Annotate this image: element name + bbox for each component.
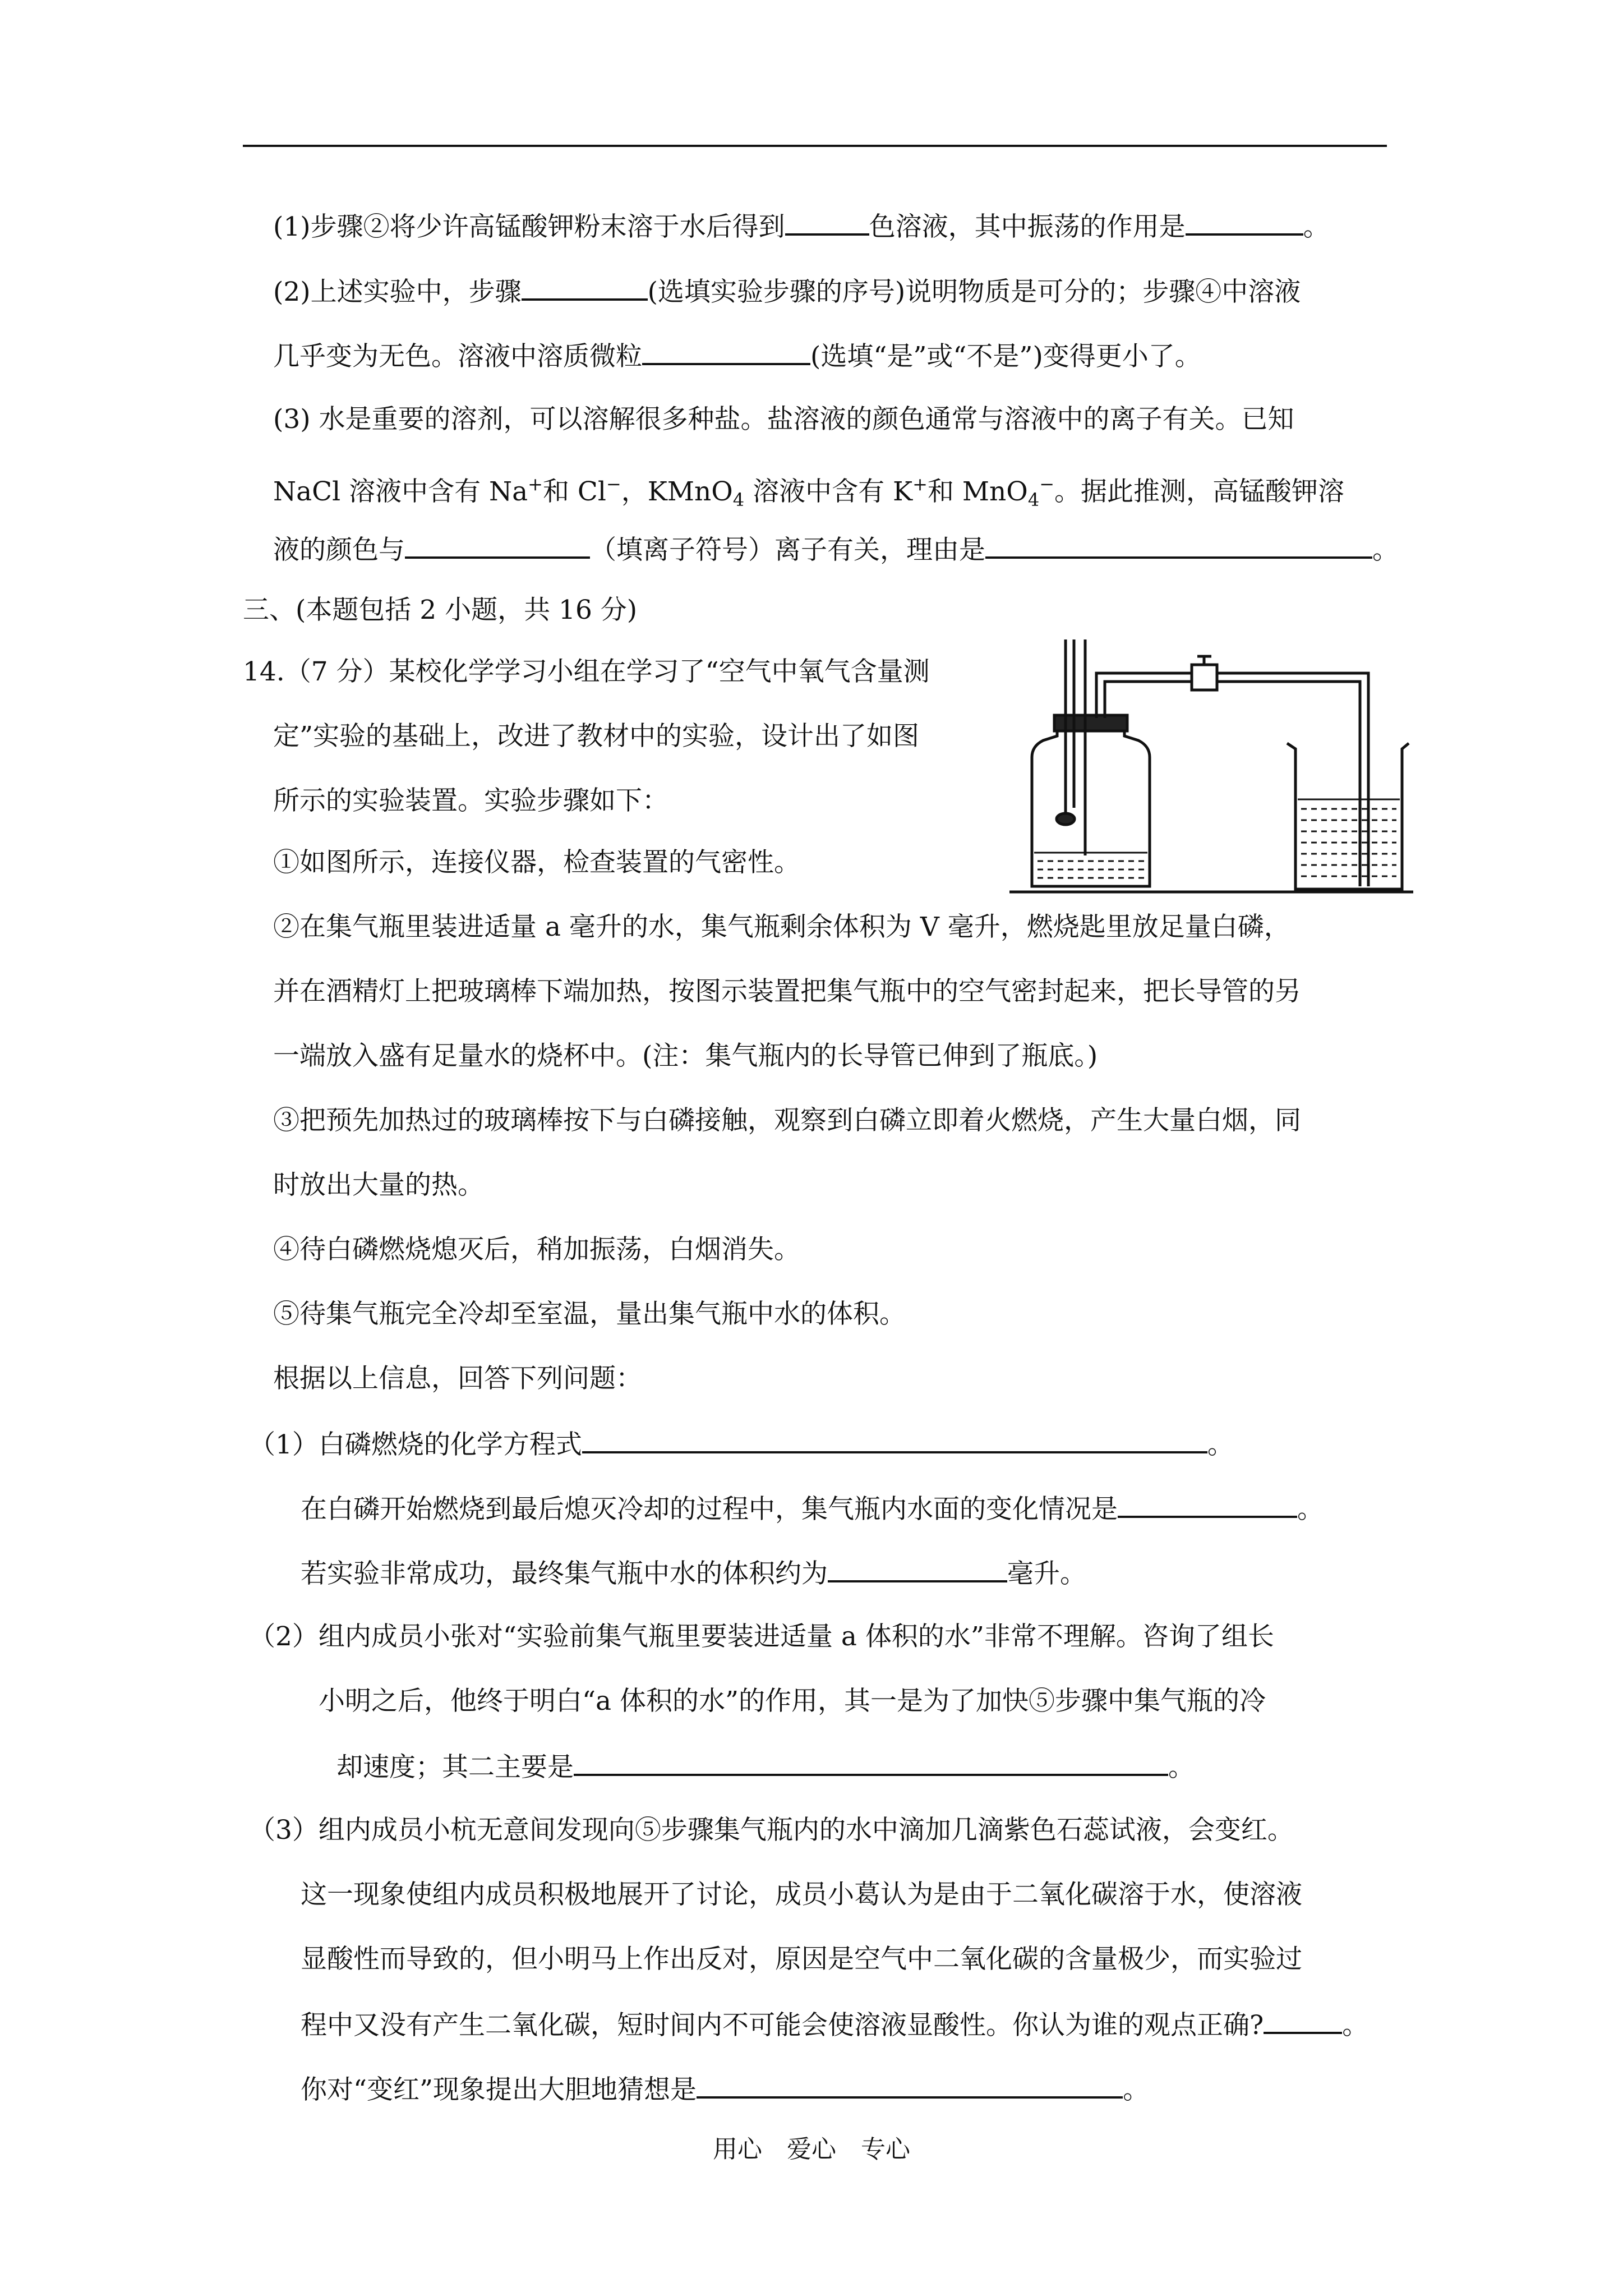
answer-blank[interactable] (785, 209, 869, 236)
q14-intro-line2: 定”实验的基础上，改进了教材中的实验，设计出了如图 (273, 721, 920, 752)
answer-blank[interactable] (1118, 1491, 1297, 1518)
apparatus-diagram (1009, 639, 1413, 895)
section-title: 三、(本题包括 2 小题，共 16 分) (243, 595, 638, 625)
q14-answer3-line1: （3）组内成员小杭无意间发现向⑤步骤集气瓶内的水中滴加几滴紫色石蕊试液，会变红。 (249, 1815, 1294, 1846)
answer-blank[interactable] (697, 2072, 1123, 2099)
answer-blank[interactable] (582, 1427, 1207, 1453)
q14-answer2-line1: （2）组内成员小张对“实验前集气瓶里要装进适量 a 体积的水”非常不理解。咨询了组长 (249, 1621, 1274, 1652)
q13-part2-line1: (2)上述实验中，步骤 (选填实验步骤的序号)说明物质是可分的；步骤④中溶液 (273, 274, 1301, 309)
q14-answer2-line2: 小明之后，他终于明白“a 体积的水”的作用，其一是为了加快⑤步骤中集气瓶的冷 (319, 1686, 1266, 1717)
answer-blank[interactable] (642, 338, 810, 365)
answer-blank[interactable] (405, 532, 590, 559)
q14-answer2-line3: 却速度；其二主要是 。 (336, 1749, 1195, 1784)
q13-part3-line3: 液的颜色与 （填离子符号）离子有关，理由是 。 (273, 532, 1399, 567)
q14-answer1-line1: （1）白磷燃烧的化学方程式 。 (249, 1427, 1234, 1462)
beaker-water (1298, 799, 1400, 876)
q14-answer3-line2: 这一现象使组内成员积极地展开了讨论，成员小葛认为是由于二氧化碳溶于水，使溶液 (301, 1879, 1302, 1910)
page-footer: 用心 爱心 专心 (713, 2135, 910, 2164)
q14-step3-line2: 时放出大量的热。 (273, 1170, 484, 1200)
q14-answer1-line2: 在白磷开始燃烧到最后熄灭冷却的过程中，集气瓶内水面的变化情况是 。 (301, 1491, 1324, 1526)
q13-part3-line2: NaCl 溶液中含有 Na+和 Cl−，KMnO$_4$ 溶液中含有 K+和 MnO$_4$−。据此推测，高锰酸钾溶 (273, 473, 1344, 510)
answer-blank[interactable] (574, 1749, 1168, 1776)
answer-blank[interactable] (985, 532, 1372, 559)
bottle-water (1034, 853, 1147, 878)
q14-step2-line2: 并在酒精灯上把玻璃棒下端加热，按图示装置把集气瓶中的空气密封起来，把长导管的另 (273, 976, 1301, 1007)
q14-step2-line1: ②在集气瓶里装进适量 a 毫升的水，集气瓶剩余体积为 V 毫升，燃烧匙里放足量白磷， (273, 912, 1290, 942)
q14-prompt: 根据以上信息，回答下列问题： (273, 1363, 642, 1394)
q13-part1: (1)步骤②将少许高锰酸钾粉末溶于水后得到 色溶液，其中振荡的作用是 。 (273, 209, 1330, 244)
q14-step2-line3: 一端放入盛有足量水的烧杯中。(注：集气瓶内的长导管已伸到了瓶底。) (273, 1041, 1098, 1071)
q14-answer3-line4: 程中又没有产生二氧化碳，短时间内不可能会使溶液显酸性。你认为谁的观点正确? 。 (301, 2007, 1368, 2042)
q14-intro-line1: 14.（7 分）某校化学学习小组在学习了“空气中氧气含量测 (243, 656, 930, 687)
glass-rod-and-spoon (1057, 639, 1085, 855)
q14-step3-line1: ③把预先加热过的玻璃棒按下与白磷接触，观察到白磷立即着火燃烧，产生大量白烟，同 (273, 1105, 1301, 1136)
q14-answer3-line3: 显酸性而导致的，但小明马上作出反对，原因是空气中二氧化碳的含量极少，而实验过 (301, 1944, 1302, 1975)
q13-part2-line2: 几乎变为无色。溶液中溶质微粒 (选填“是”或“不是”)变得更小了。 (273, 338, 1201, 374)
answer-blank[interactable] (1264, 2007, 1342, 2034)
answer-blank[interactable] (1186, 209, 1303, 236)
q14-answer3-line5: 你对“变红”现象提出大胆地猜想是 。 (301, 2072, 1149, 2107)
q14-step5: ⑤待集气瓶完全冷却至室温，量出集气瓶中水的体积。 (273, 1299, 906, 1329)
header-rule (243, 145, 1387, 147)
q14-step1: ①如图所示，连接仪器，检查装置的气密性。 (273, 847, 800, 878)
beaker (1287, 743, 1409, 889)
q13-part3-line1: (3) 水是重要的溶剂，可以溶解很多种盐。盐溶液的颜色通常与溶液中的离子有关。已知 (273, 404, 1294, 435)
q14-answer1-line3: 若实验非常成功，最终集气瓶中水的体积约为 毫升。 (301, 1556, 1086, 1591)
q14-step4: ④待白磷燃烧熄灭后，稍加振荡，白烟消失。 (273, 1234, 800, 1265)
answer-blank[interactable] (522, 274, 648, 301)
q14-intro-line3: 所示的实验装置。实验步骤如下： (273, 785, 668, 816)
answer-blank[interactable] (828, 1556, 1007, 1582)
